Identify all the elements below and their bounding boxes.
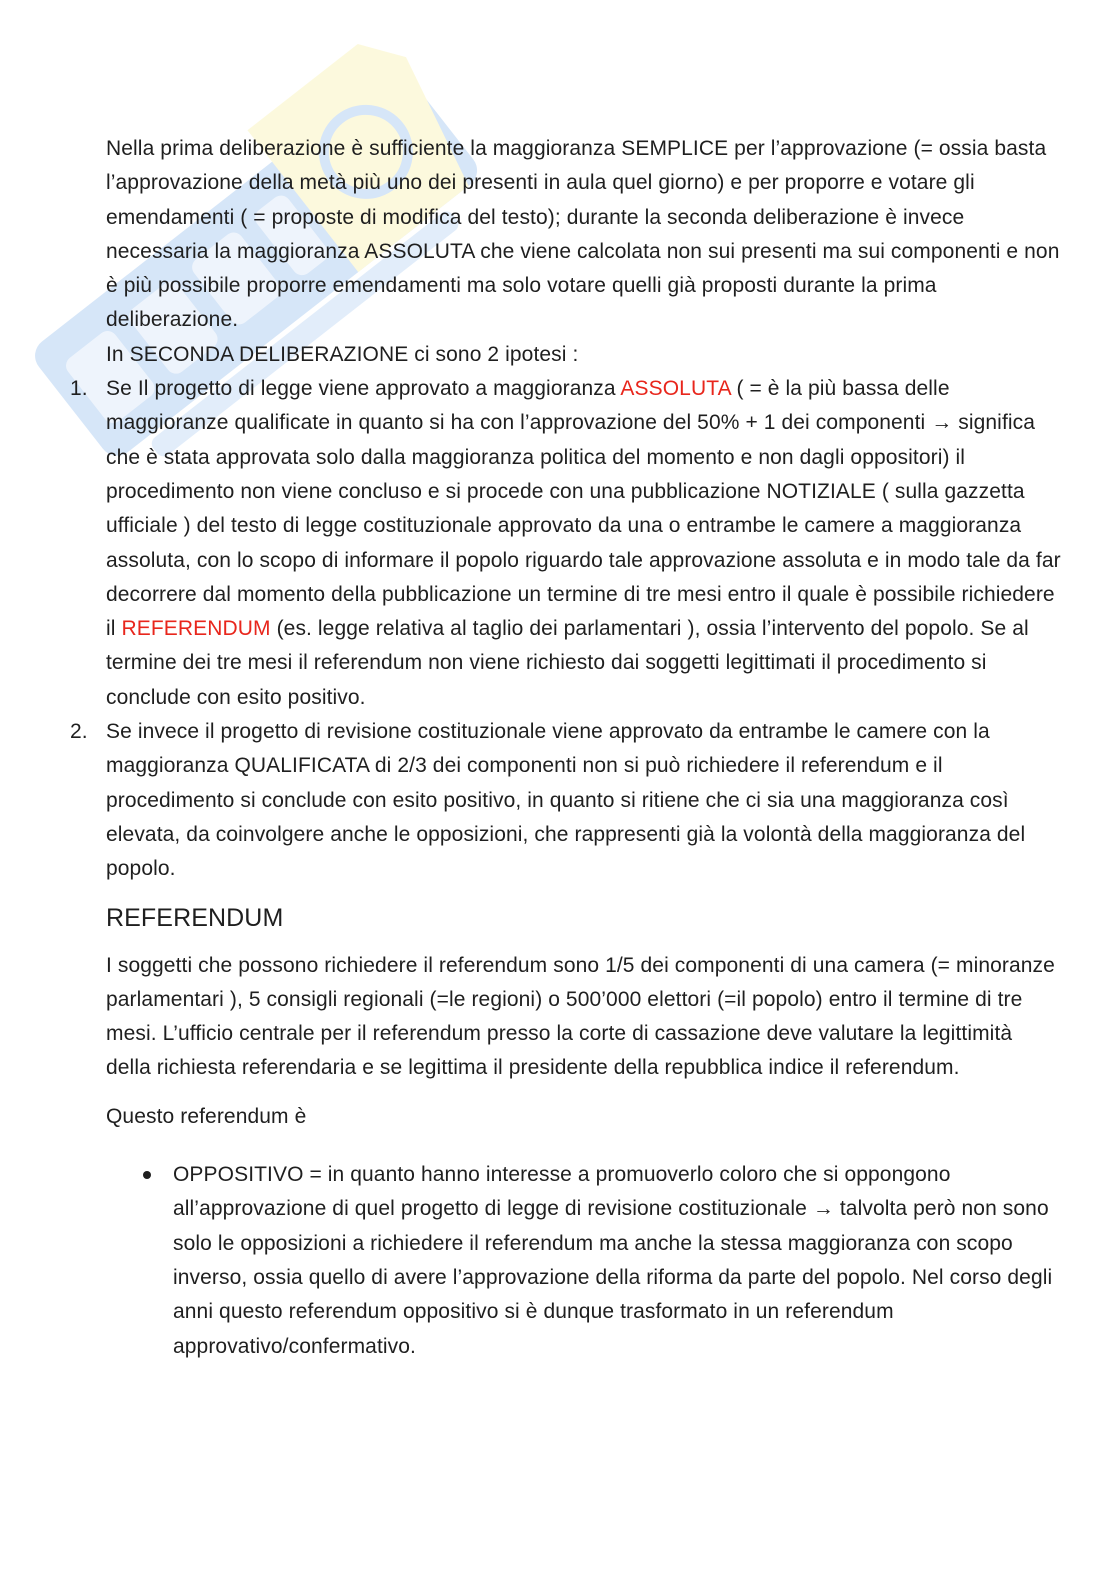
item-text-middle: ( = è la più bassa delle maggioranze qualificate in quanto si ha con l’approvazione del 50% + 1 dei componenti → significa che è stata approvata solo dalla maggioranza politica del momento e non dagli oppositori) il procedimento non viene concluso e si procede con una pubblicazione NOTIZIALE ( sulla gazzetta ufficiale ) del testo di legge costituzionale approvato da una o entrambe le camere a maggioranza assoluta, con lo scopo di informare il popolo riguardo tale approvazione assoluta e in modo tale da far decorrere dal momento della pubblicazione un termine di tre mesi entro il quale è possibile richiedere il — [106, 377, 1061, 641]
hypotheses-list — [70, 372, 1061, 886]
list-number: 1. — [70, 377, 88, 401]
highlight-assoluta: ASSOLUTA — [620, 377, 731, 401]
bullet-list — [106, 1158, 1061, 1364]
referendum-paragraph: I soggetti che possono richiedere il referendum sono 1/5 dei componenti di una camera (= minoranze parlamentari ), 5 consigli regionali (=le regioni) o 500’000 elettori (=il popolo) entro il termine di tre mesi. L’ufficio centrale per il referendum presso la corte di cassazione deve valutare la legittimità della richiesta referendaria e se legittima il presidente della repubblica indice il referendum. — [106, 953, 1055, 1080]
intro-paragraph: Nella prima deliberazione è sufficiente la maggioranza SEMPLICE per l’approvazione (= ossia basta l’approvazione della metà più uno dei presenti in aula quel giorno) e per proporre e votare gli emendamenti ( = proposte di modifica del testo); durante la seconda deliberazione è invece necessaria la maggioranza ASSOLUTA che viene calcolata non sui presenti ma sui componenti e non è più possibile proporre emendamenti ma solo votare quelli già proposti durante la prima deliberazione. — [106, 137, 1060, 332]
list-item — [70, 715, 1061, 886]
list-number: 2. — [70, 720, 88, 744]
list-item — [173, 1158, 1061, 1364]
item-text-after: (es. legge relativa al taglio dei parlamentari ), ossia l’intervento del popolo. Se al termine dei tre mesi il referendum non viene richiesto dai soggetti legittimati il procedimento si conclude con esito positivo. — [106, 617, 1029, 709]
section-heading: REFERENDUM — [106, 903, 284, 932]
item-text: Se invece il progetto di revisione costituzionale viene approvato da entrambe le camere con la maggioranza QUALIFICATA di 2/3 dei componenti non si può richiedere il referendum e il procedimento si conclude con esito positivo, in quanto si ritiene che ci sia una maggioranza così elevata, da coinvolgere anche le opposizioni, che rappresenti già la volontà della maggioranza del popolo. — [106, 720, 1026, 881]
list-item — [70, 372, 1061, 715]
bullet-text: OPPOSITIVO = in quanto hanno interesse a promuoverlo coloro che si oppongono all’approvazione di quel progetto di legge di revisione costituzionale → talvolta però non sono solo le opposizioni a richiedere il referendum ma anche la stessa maggioranza con scopo inverso, ossia quello di avere l’approvazione della riforma da parte del popolo. Nel corso degli anni questo referendum oppositivo si è dunque trasformato in un referendum approvativo/confermativo. — [173, 1163, 1053, 1358]
referendum-intro: Questo referendum è — [106, 1104, 307, 1128]
hypotheses-intro: In SECONDA DELIBERAZIONE ci sono 2 ipotesi : — [106, 342, 579, 366]
document-page — [70, 132, 1061, 1364]
highlight-referendum: REFERENDUM — [121, 617, 271, 641]
item-text-before: Se Il progetto di legge viene approvato a maggioranza — [106, 377, 621, 401]
bullet-icon — [143, 1171, 151, 1179]
